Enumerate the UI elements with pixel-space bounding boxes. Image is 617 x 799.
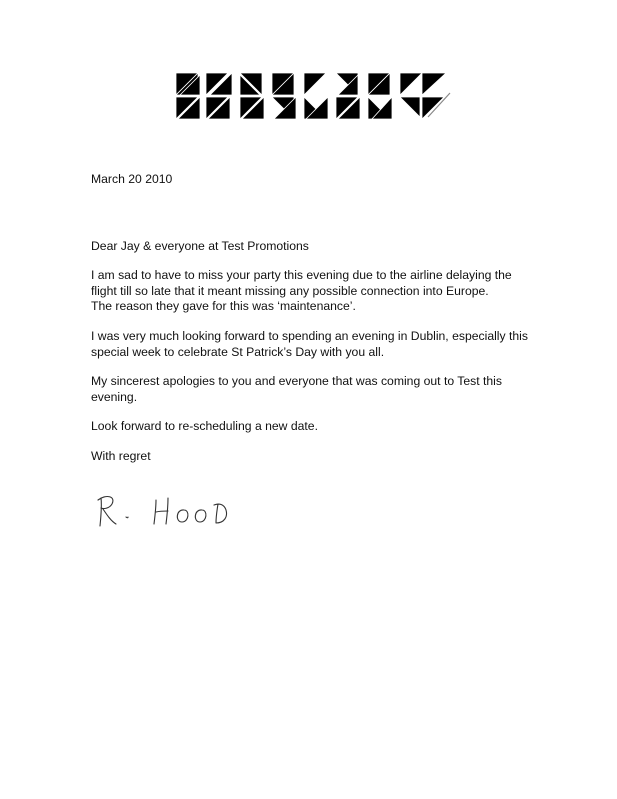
paragraph-line: I was very much looking forward to spending an evening in Dublin, especially this [91, 328, 528, 343]
paragraph-2 [91, 329, 541, 360]
letter-body [91, 172, 541, 465]
paragraph-line: My sincerest apologies to you and everyone that was coming out to Test this [91, 374, 502, 389]
paragraph-1 [91, 268, 541, 315]
letter-date: March 20 2010 [91, 172, 173, 186]
letter-salutation: Dear Jay & everyone at Test Promotions [91, 238, 309, 253]
paragraph-4 [91, 419, 541, 435]
handwritten-signature [92, 490, 237, 530]
letter-closing: With regret [91, 448, 151, 463]
paragraph-line: The reason they gave for this was ‘maintenance’. [91, 299, 356, 314]
paragraph-line: I am sad to have to miss your party this evening due to the airline delaying the [91, 268, 512, 283]
paragraph-line: flight till so late that it meant missing any possible connection into Europe. [91, 283, 489, 298]
paragraph-line: special week to celebrate St Patrick’s Day with you all. [91, 344, 385, 359]
paragraph-3 [91, 374, 541, 405]
logo-triangle-pattern [176, 73, 446, 119]
paragraph-line: Look forward to re-scheduling a new date. [91, 419, 318, 434]
paragraph-line: evening. [91, 389, 138, 404]
letterhead-logo [176, 73, 452, 121]
